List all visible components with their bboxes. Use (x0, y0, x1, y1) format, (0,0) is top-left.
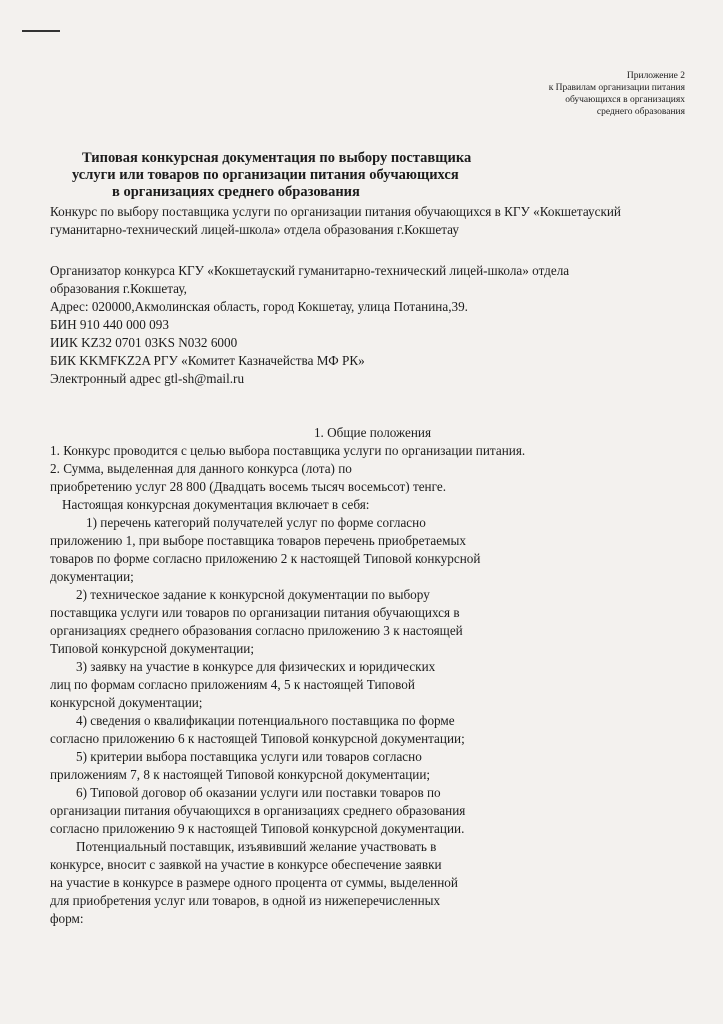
section-line: форм: (50, 911, 84, 926)
section-line: приобретению услуг 28 800 (Двадцать восемь тысяч восемьсот) тенге. (50, 479, 446, 494)
section-line: Потенциальный поставщик, изъявивший желание участвовать в (76, 839, 437, 854)
appendix-note (465, 70, 685, 118)
section-line: организации питания обучающихся в организациях среднего образования (50, 803, 466, 818)
organizer-bik: БИК KKMFKZ2A РГУ «Комитет Казначейства МФ РК» (50, 353, 365, 368)
appendix-line: обучающихся в организациях (565, 95, 685, 105)
section-line: Типовой конкурсной документации; (50, 641, 254, 656)
section-line: поставщика услуги или товаров по организации питания обучающихся в (50, 605, 460, 620)
section-line: согласно приложению 6 к настоящей Типовой конкурсной документации; (50, 731, 465, 746)
list-item-3: 3) заявку на участие в конкурсе для физических и юридических (76, 659, 436, 674)
corner-mark (22, 30, 60, 32)
organizer-iik: ИИК KZ32 0701 03KS N032 6000 (50, 335, 238, 350)
section-line: товаров по форме согласно приложению 2 к настоящей Типовой конкурсной (50, 551, 481, 566)
title-line: в организациях среднего образования (112, 184, 360, 200)
list-item-1: 1) перечень категорий получателей услуг по форме согласно (86, 515, 426, 530)
organizer-line: образования г.Кокшетау, (50, 281, 187, 296)
intro-line: Конкурс по выбору поставщика услуги по организации питания обучающихся в КГУ «Кокшетауский (50, 204, 621, 219)
title-line: Типовая конкурсная документация по выбору поставщика (82, 150, 472, 166)
organizer-bin: БИН 910 440 000 093 (50, 317, 169, 332)
list-item-5: 5) критерии выбора поставщика услуги или товаров согласно (76, 749, 422, 764)
organizer-email: Электронный адрес gtl-sh@mail.ru (50, 371, 245, 386)
section-line: согласно приложению 9 к настоящей Типовой конкурсной документации. (50, 821, 465, 836)
intro-paragraph (50, 203, 695, 239)
list-item-4: 4) сведения о квалификации потенциального поставщика по форме (76, 713, 455, 728)
appendix-line: к Правилам организации питания (548, 83, 685, 93)
document-title (60, 150, 540, 201)
appendix-line: Приложение 2 (626, 71, 685, 81)
section-heading: 1. Общие положения (313, 425, 432, 440)
intro-line: гуманитарно-технический лицей-школа» отдела образования г.Кокшетау (50, 222, 459, 237)
section-line: 2. Сумма, выделенная для данного конкурса (лота) по (50, 461, 352, 476)
section-line: для приобретения услуг или товаров, в одной из нижеперечисленных (50, 893, 441, 908)
list-item-6: 6) Типовой договор об оказании услуги или поставки товаров по (76, 785, 441, 800)
section-line: приложению 1, при выборе поставщика товаров перечень приобретаемых (50, 533, 466, 548)
general-provisions-section (50, 424, 695, 928)
list-item-2: 2) техническое задание к конкурсной документации по выбору (76, 587, 430, 602)
section-line: организациях среднего образования согласно приложению 3 к настоящей (50, 623, 463, 638)
section-line: приложениям 7, 8 к настоящей Типовой конкурсной документации; (50, 767, 431, 782)
organizer-line: Организатор конкурса КГУ «Кокшетауский гуманитарно-технический лицей-школа» отдела (50, 263, 570, 278)
section-line: лиц по формам согласно приложениям 4, 5 к настоящей Типовой (50, 677, 415, 692)
organizer-block (50, 262, 695, 388)
appendix-line: среднего образования (596, 107, 685, 117)
section-line: конкурсе, вносит с заявкой на участие в конкурсе обеспечение заявки (50, 857, 442, 872)
section-line: на участие в конкурсе в размере одного процента от суммы, выделенной (50, 875, 458, 890)
section-line: документации; (50, 569, 134, 584)
section-line: 1. Конкурс проводится с целью выбора поставщика услуги по организации питания. (50, 443, 526, 458)
title-line: услуги или товаров по организации питания обучающихся (72, 167, 459, 183)
organizer-address: Адрес: 020000,Акмолинская область, город Кокшетау, улица Потанина,39. (50, 299, 468, 314)
section-line: конкурсной документации; (50, 695, 203, 710)
section-line: Настоящая конкурсная документация включает в себя: (62, 497, 370, 512)
